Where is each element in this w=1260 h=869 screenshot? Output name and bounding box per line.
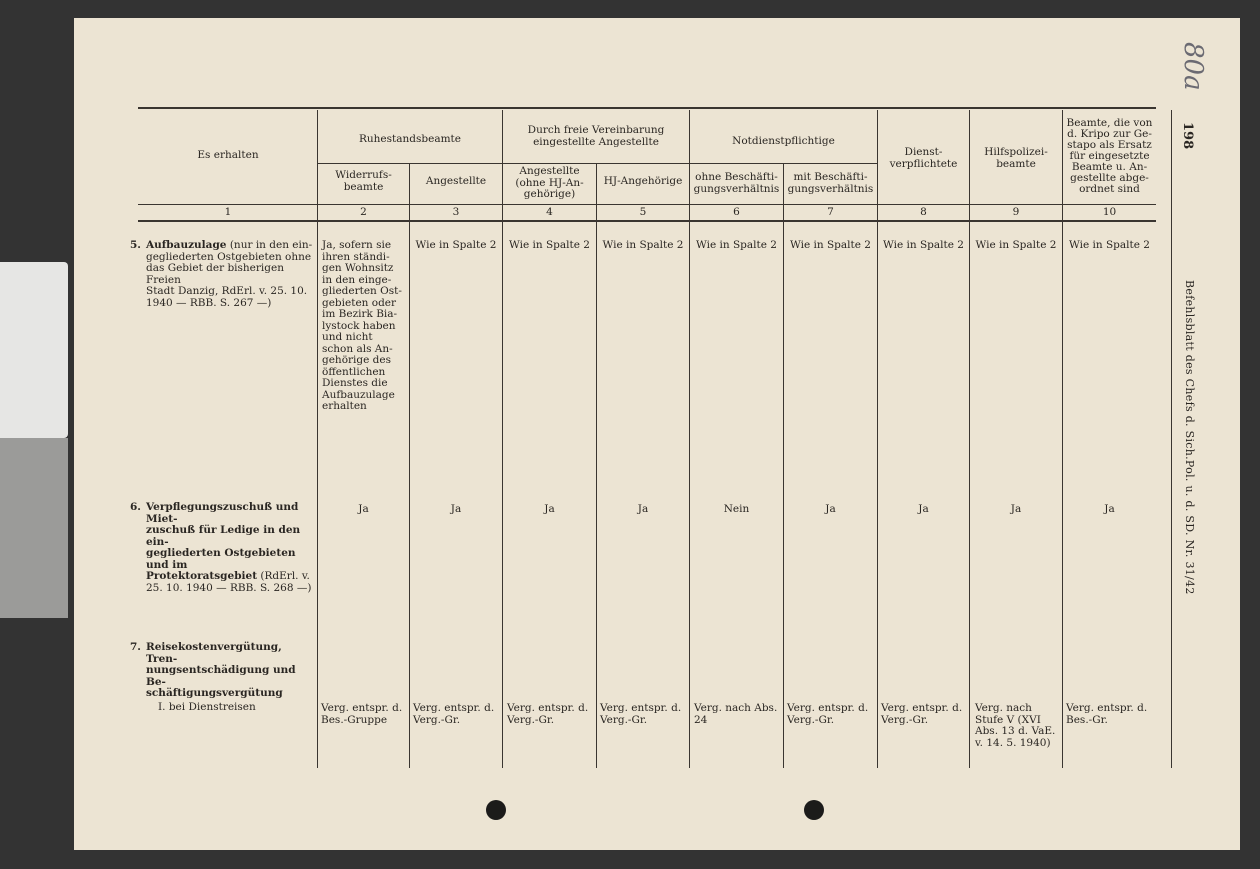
row-number: 6. xyxy=(130,501,141,513)
table-cell: Ja, sofern sie ihren ständi- gen Wohnsitz in den einge- gliederten Ost- gebieten oder im Bezirk Bia- lystock haben und nicht schon als An- gehörige des öffentlichen Dienstes die Aufbauzulage erhalten xyxy=(322,239,402,412)
binder-tab-grey xyxy=(0,438,68,618)
table-cell: Wie in Spalte 2 xyxy=(1069,239,1150,251)
table-cell: Ja xyxy=(918,503,929,515)
table-cell: Ja xyxy=(637,503,649,515)
row-label-rest: (nur in den ein- gegliederten Ostgebieten ohne das Gebiet der bisherigen Freien Stadt Danzig, RdErl. v. 25. 10. 1940 — RBB. S. 267 —) xyxy=(146,239,313,309)
header-angestellte-ohne-hj: Angestellte (ohne HJ-An- gehörige) xyxy=(515,165,584,200)
handwritten-margin-note: 80a xyxy=(1178,42,1208,91)
table-cell: Wie in Spalte 2 xyxy=(883,239,964,251)
column-number: 7 xyxy=(827,206,834,218)
column-number: 1 xyxy=(224,206,232,218)
table-cell: Ja xyxy=(825,503,836,515)
row-sub-label: I. bei Dienstreisen xyxy=(158,701,256,713)
column-number: 10 xyxy=(1102,206,1117,218)
header-group-freie-vereinbarung: Durch freie Vereinbarung eingestellte Angestellte xyxy=(527,124,665,148)
header-mit-beschaeftigungsverhaeltnis: mit Beschäfti- gungsverhältnis xyxy=(787,171,874,195)
table-header-bottom-rule xyxy=(138,220,1156,222)
header-rule-numbers xyxy=(138,204,1156,205)
table-cell: Wie in Spalte 2 xyxy=(696,239,777,251)
table-cell: Ja xyxy=(1104,503,1115,515)
table-cell: Wie in Spalte 2 xyxy=(975,239,1057,251)
table-cell: Verg. entspr. d. Verg.-Gr. xyxy=(600,702,682,726)
row-label-bold: Aufbauzulage xyxy=(146,239,227,251)
header-rule-groups xyxy=(318,163,878,164)
column-number: 6 xyxy=(733,206,740,218)
column-divider xyxy=(596,164,597,768)
header-ohne-beschaeftigungsverhaeltnis: ohne Beschäfti- gungsverhältnis xyxy=(693,171,780,195)
table-top-rule xyxy=(138,107,1156,109)
page-number: 198 xyxy=(1180,122,1195,150)
header-group-ruhestandsbeamte: Ruhestandsbeamte xyxy=(359,133,461,145)
column-number: 9 xyxy=(1012,206,1020,218)
column-divider xyxy=(409,164,410,768)
punch-hole-left xyxy=(486,800,506,820)
table-cell: Verg. nach Stufe V (XVI Abs. 13 d. VaE. v. 14. 5. 1940) xyxy=(975,702,1056,749)
row-label xyxy=(146,642,316,700)
running-title: Befehlsblatt des Chefs d. Sich.Pol. u. d. SD. Nr. 31/42 xyxy=(1183,280,1196,595)
column-divider xyxy=(783,164,784,768)
table-cell: Ja xyxy=(1010,503,1022,515)
row-number: 7. xyxy=(130,641,141,653)
row-label-bold: Reisekostenvergütung, Tren- nungsentschädigung und Be- schäftigungsvergütung xyxy=(146,641,296,699)
row-label-rest: (RdErl. v. 25. 10. 1940 — RBB. S. 268 —) xyxy=(146,570,312,594)
table-cell: Verg. nach Abs. 24 xyxy=(694,702,778,726)
table-cell: Verg. entspr. d. Verg.-Gr. xyxy=(413,702,495,726)
header-group-notdienstpflichtige: Notdienstpflichtige xyxy=(732,135,835,147)
column-number: 8 xyxy=(920,206,927,218)
header-widerrufsbeamte: Widerrufs- beamte xyxy=(335,169,392,193)
row-label xyxy=(146,240,316,309)
column-number: 4 xyxy=(546,206,553,218)
header-angestellte: Angestellte xyxy=(425,175,487,187)
row-number: 5. xyxy=(130,239,141,251)
table-cell: Verg. entspr. d. Bes.-Gr. xyxy=(1066,702,1148,726)
binder-tab-white xyxy=(0,262,68,438)
table-cell: Ja xyxy=(450,503,462,515)
row-label xyxy=(146,502,316,594)
table-cell: Wie in Spalte 2 xyxy=(790,239,871,251)
column-number: 3 xyxy=(452,206,460,218)
row-label-bold: Verpflegungszuschuß und Miet- zuschuß für Ledige in den ein- gegliederten Ostgebieten und im Protektoratsgebiet xyxy=(146,501,301,582)
table-cell: Wie in Spalte 2 xyxy=(509,239,590,251)
punch-hole-right xyxy=(804,800,824,820)
table-cell: Wie in Spalte 2 xyxy=(415,239,497,251)
table-cell: Wie in Spalte 2 xyxy=(602,239,684,251)
column-number: 2 xyxy=(360,206,367,218)
header-dienstverpflichtete: Dienst- verpflichtete xyxy=(889,146,958,170)
header-kripo-beamte: Beamte, die von d. Kripo zur Ge- stapo als Ersatz für eingesetzte Beamte u. An- gestellte abge- ordnet sind xyxy=(1066,117,1153,195)
column-number: 5 xyxy=(639,206,647,218)
right-margin-rule xyxy=(1171,110,1172,768)
table-cell: Ja xyxy=(544,503,555,515)
table-cell: Verg. entspr. d. Verg.-Gr. xyxy=(881,702,963,726)
table-cell: Verg. entspr. d. Verg.-Gr. xyxy=(507,702,589,726)
header-hj-angehoerige: HJ-Angehörige xyxy=(603,175,683,187)
table-cell: Verg. entspr. d. Verg.-Gr. xyxy=(787,702,869,726)
table-cell: Nein xyxy=(723,503,750,515)
header-hilfspolizeibeamte: Hilfspolizei- beamte xyxy=(984,146,1048,170)
table-cell: Verg. entspr. d. Bes.-Gruppe xyxy=(321,702,403,726)
header-es-erhalten: Es erhalten xyxy=(197,149,259,161)
table-cell: Ja xyxy=(358,503,369,515)
